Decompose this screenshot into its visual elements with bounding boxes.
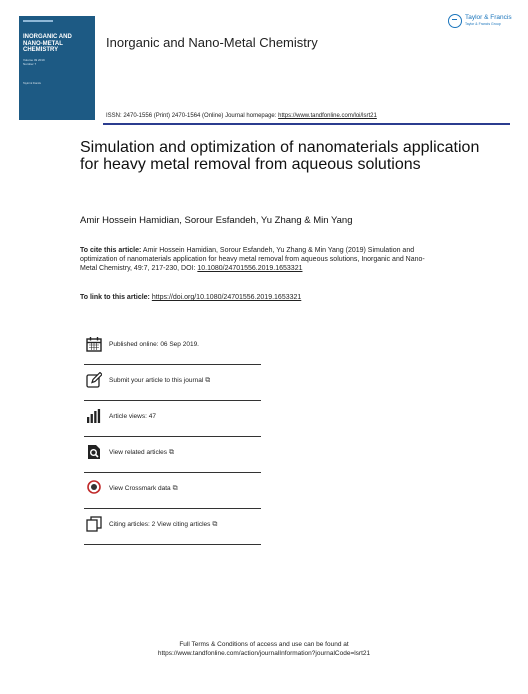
footer-terms-link[interactable]: https://www.tandfonline.com/action/journalInformation?journalCode=lsrt21 — [157, 650, 371, 657]
cover-title-line1: INORGANIC AND — [23, 34, 72, 40]
calendar-icon — [86, 336, 102, 352]
related-articles-label[interactable] — [109, 449, 174, 457]
footer-line1: Full Terms & Conditions of access and use can be found at — [179, 641, 349, 648]
citing-articles-icon — [86, 516, 102, 532]
citation-text: Amir Hossein Hamidian, Sorour Esfandeh, Yu Zhang & Min Yang (2019) Simulation and optimization of nanomaterials application for heavy metal removal from aqueous solutions, Inorganic and Nano-Metal Chemistry, 49:7, 217-230, DOI: — [80, 247, 425, 272]
publisher-subtitle: Taylor & Francis Group — [465, 22, 501, 26]
header-rule — [103, 123, 510, 125]
related-articles-text: View related articles — [109, 449, 168, 456]
citing-articles-text: Citing articles: 2 View citing articles — [109, 521, 211, 528]
published-online-row — [84, 330, 261, 365]
article-doi-link[interactable]: https://doi.org/10.1080/24701556.2019.1653321 — [151, 294, 302, 301]
citation-label: To cite this article: — [80, 247, 142, 254]
cover-decoration — [23, 20, 53, 22]
citation-block — [80, 246, 430, 273]
publisher-logo[interactable] — [448, 14, 512, 32]
external-link-icon: ⧉ — [172, 485, 178, 492]
submit-article-label[interactable] — [109, 377, 210, 385]
publisher-name: Taylor & Francis — [465, 14, 512, 21]
submit-article-text: Submit your article to this journal — [109, 377, 204, 384]
row-divider — [84, 436, 261, 437]
crossmark-icon — [86, 480, 102, 496]
article-link-line — [80, 294, 301, 301]
link-label: To link to this article: — [80, 294, 152, 301]
external-link-icon: ⧉ — [205, 377, 211, 384]
journal-title[interactable]: Inorganic and Nano-Metal Chemistry — [106, 35, 318, 50]
cover-publisher-text: Taylor & Francis — [23, 82, 41, 85]
publisher-logo-icon — [448, 14, 462, 28]
issn-line — [106, 113, 377, 119]
published-online-label: Published online: 06 Sep 2019. — [109, 341, 199, 348]
article-authors: Amir Hossein Hamidian, Sorour Esfandeh, Yu Zhang & Min Yang — [80, 215, 353, 226]
cover-volume — [23, 58, 91, 66]
issn-text: ISSN: 2470-1556 (Print) 2470-1564 (Online) Journal homepage: — [106, 113, 279, 119]
journal-cover-image — [19, 16, 95, 120]
article-title: Simulation and optimization of nanomaterials application for heavy metal removal from aqueous solutions — [80, 139, 480, 173]
bar-chart-icon — [86, 408, 102, 424]
footer-terms — [64, 640, 464, 658]
row-divider — [84, 400, 261, 401]
related-articles-row[interactable] — [84, 438, 261, 473]
citation-doi-link[interactable]: 10.1080/24701556.2019.1653321 — [197, 265, 303, 272]
article-views-label: Article views: 47 — [109, 413, 156, 420]
row-divider — [84, 508, 261, 509]
cover-volume-text: Volume 49 2019 — [23, 58, 45, 62]
cover-title-line2: NANO-METAL CHEMISTRY — [23, 40, 63, 53]
row-divider — [84, 472, 261, 473]
article-views-row — [84, 402, 261, 437]
cover-title — [23, 34, 93, 54]
submit-article-row[interactable] — [84, 366, 261, 401]
crossmark-row[interactable] — [84, 474, 261, 509]
crossmark-text: View Crossmark data — [109, 485, 171, 492]
citing-articles-row[interactable] — [84, 510, 261, 545]
external-link-icon: ⧉ — [212, 521, 218, 528]
journal-homepage-link[interactable]: https://www.tandfonline.com/loi/lsrt21 — [278, 113, 377, 119]
search-document-icon — [86, 444, 102, 460]
citing-articles-label[interactable] — [109, 521, 217, 529]
row-divider — [84, 544, 261, 545]
edit-icon — [86, 372, 102, 388]
crossmark-label[interactable] — [109, 485, 178, 493]
cover-issue-text: Number 7 — [23, 62, 37, 66]
external-link-icon: ⧉ — [169, 449, 175, 456]
row-divider — [84, 364, 261, 365]
